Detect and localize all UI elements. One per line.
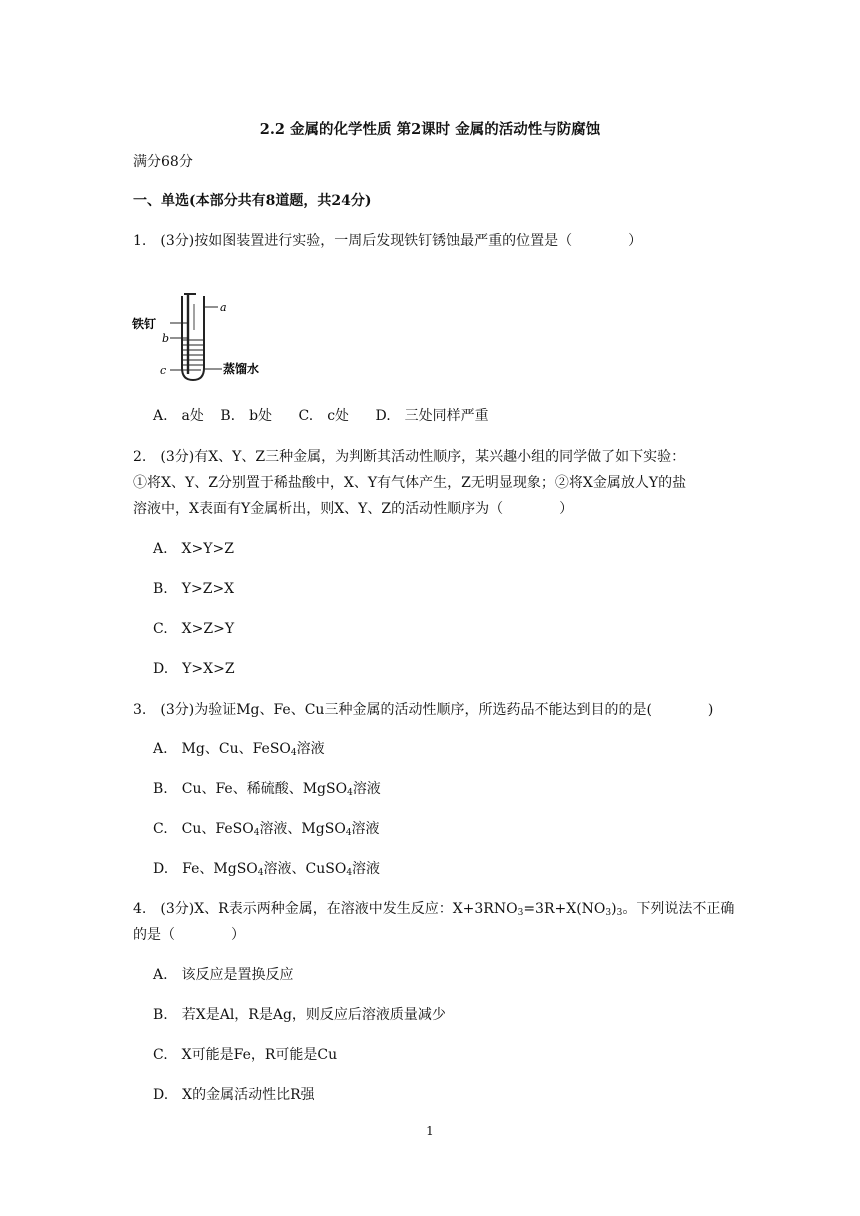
q3-option-d[interactable]: D. Fe、MgSO$_4$溶液、CuSO$_4$溶液	[153, 861, 381, 878]
q2-option-a[interactable]: A. X>Y>Z	[153, 541, 234, 557]
label-water: 蒸馏水	[223, 362, 260, 376]
q4-option-b[interactable]: B. 若X是Al，R是Ag，则反应后溶液质量减少	[153, 1007, 446, 1023]
question-1-options	[153, 405, 489, 425]
total-score: 满分68分	[133, 154, 193, 170]
question-2-line-2: ①将X、Y、Z分别置于稀盐酸中，X、Y有气体产生，Z无明显现象；②将X金属放人Y的盐	[133, 475, 687, 491]
label-c: c	[160, 364, 167, 377]
q3-option-b[interactable]: B. Cu、Fe、稀硫酸、MgSO$_4$溶液	[153, 781, 381, 798]
q4-option-c[interactable]: C. X可能是Fe，R可能是Cu	[153, 1047, 338, 1063]
label-b: b	[162, 332, 170, 345]
q2-option-c[interactable]: C. X>Z>Y	[153, 621, 235, 637]
q1-option-c[interactable]: C. c处	[298, 408, 350, 424]
q2-option-b[interactable]: B. Y>Z>X	[153, 581, 235, 597]
question-1-stem: 1. (3分)按如图装置进行实验，一周后发现铁钉锈蚀最严重的位置是（ ）	[133, 233, 643, 249]
label-nail: 铁钉	[132, 317, 157, 331]
page-number: 1	[426, 1124, 434, 1138]
q4-option-d[interactable]: D. X的金属活动性比R强	[153, 1087, 315, 1103]
q3-option-a[interactable]: A. Mg、Cu、FeSO$_4$溶液	[153, 741, 325, 758]
question-3-stem: 3. (3分)为验证Mg、Fe、Cu三种金属的活动性顺序，所选药品不能达到目的的是( )	[133, 702, 714, 718]
q3-option-c[interactable]: C. Cu、FeSO$_4$溶液、MgSO$_4$溶液	[153, 821, 380, 838]
question-2-line-3: 溶液中，X表面有Y金属析出，则X、Y、Z的活动性顺序为（ ）	[133, 501, 574, 517]
question-4-line-2: 的是（ ）	[133, 927, 245, 943]
label-a: a	[220, 301, 227, 314]
q2-option-d[interactable]: D. Y>X>Z	[153, 661, 235, 677]
question-4-line-1: 4. (3分)X、R表示两种金属，在溶液中发生反应：$X+3RNO_3=3R+X(NO_3)_3$。下列说法不正确	[133, 901, 735, 918]
q1-option-b[interactable]: B. b处	[220, 408, 273, 424]
q1-option-a[interactable]: A. a处	[153, 408, 204, 424]
page-title: 2.2 金属的化学性质 第2课时 金属的活动性与防腐蚀	[259, 121, 601, 138]
q4-option-a[interactable]: A. 该反应是置换反应	[153, 967, 294, 983]
test-tube-figure	[130, 290, 280, 385]
section-heading: 一、单选(本部分共有8道题，共24分)	[133, 193, 372, 209]
question-2-line-1: 2. (3分)有X、Y、Z三种金属，为判断其活动性顺序，某兴趣小组的同学做了如下实验：	[133, 449, 686, 465]
q1-option-d[interactable]: D. 三处同样严重	[375, 408, 489, 424]
